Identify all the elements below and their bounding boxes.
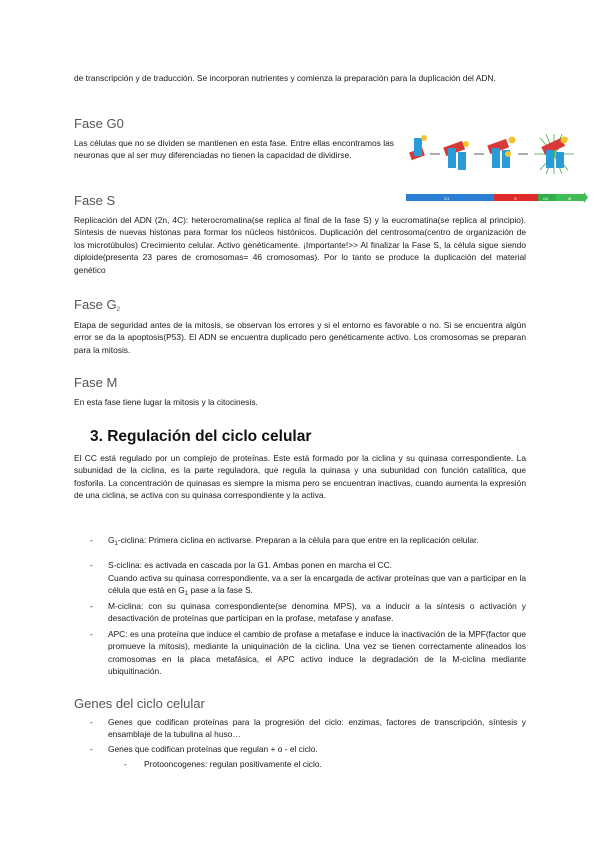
g0-heading: Fase G0 (74, 116, 124, 131)
list-item-m-ciclina: M-ciclina: con su quinasa correspondiente(se denomina MPS), va a inducir a la síntesis o activación y desactivación de proteínas que participan en la profase, metafase y anafase. (108, 601, 526, 624)
intro-paragraph: de transcripción y de traducción. Se incorporan nutrientes y comienza la preparación para la duplicación del ADN. (74, 73, 496, 83)
list-item-s-ciclina: S-ciclina: es activada en cascada por la G1. Ambas ponen en marcha el CC. (108, 560, 392, 570)
regulation-heading: 3. Regulación del ciclo celular (90, 428, 312, 445)
genes-item-1: Genes que codifican proteínas para la progresión del ciclo: enzimas, factores de transcripción, síntesis y ensamblaje de la tubulina al huso… (108, 717, 526, 740)
bullet-dash: - (90, 744, 93, 754)
bullet-dash: - (90, 717, 93, 727)
g0-paragraph: Las células que no se dividen se mantienen en esta fase. Entre ellas encontramos las neuronas que al ser muy diferenciadas no tienen la capacidad de dividirse. (74, 138, 394, 161)
bar-label-s: S (514, 196, 517, 201)
bullet-dash: - (90, 601, 93, 611)
bar-g1 (406, 194, 494, 201)
m-heading: Fase M (74, 375, 118, 390)
list-item-g1-ciclina: $G_1$-ciclina: Primera ciclina en activarse. Preparan a la célula para que entre en la replicación celular. (108, 535, 479, 547)
cell-cycle-figure (404, 124, 588, 204)
m-paragraph: En esta fase tiene lugar la mitosis y la citocinesis. (74, 397, 258, 407)
list-item-s-ciclina-continued: Cuando activa su quinasa correspondiente, va a ser la encargada de activar proteínas que van a participar en la célula que está en $G_1$ pase a la fase S. (108, 573, 526, 598)
list-item-apc: APC: es una proteína que induce el cambio de profase a metafase e induce la inactivación de la MPF(factor que promueve la mitosis), mediante la uniquinación de la ciclina. Una vez se tienen correctamente alineados los cromosomas en la placa metafásica, el APC activo induce la degradación de la M-ciclina mediante ubiquitinación. (108, 629, 526, 677)
regulation-paragraph: El CC está regulado por un complejo de proteínas. Este está formado por la ciclina y su quinasa correspondiente. La subunidad de la ciclina, es la parte reguladora, que regula la quinasa y una subunidad con función catalítica, que fosforila. La concentración de quinasas es siempre la misma pero se encuentran inactivas, cuando aumenta la expresión de una ciclina, se activa con su quinasa correspondiente y la activa. (74, 453, 526, 501)
bullet-dash-nested: - (124, 759, 127, 769)
cell-g2-illustration (487, 137, 515, 169)
bullet-dash: - (90, 560, 93, 570)
genes-heading: Genes del ciclo celular (74, 696, 205, 711)
bar-label-m: M (568, 196, 572, 201)
bullet-dash: - (90, 535, 93, 545)
cell-s-illustration (443, 141, 469, 170)
s-heading: Fase S (74, 193, 116, 208)
bar-label-g2: G2 (543, 196, 549, 201)
genes-subitem: Protooncogenes: regulan positivamente el ciclo. (144, 759, 322, 769)
bullet-dash: - (90, 629, 93, 639)
g2-paragraph: Etapa de seguridad antes de la mitosis, se observan los errores y si el entorno es favorable o no. Si se encuentra algún error se da la apoptosis(P53). El ADN se encuentra duplicado pero genéticamente activo. Los cromosomas se preparan para la mitosis. (74, 320, 526, 355)
cell-cycle-bar (406, 192, 588, 203)
g2-heading: Fase $G_2$ (74, 297, 120, 313)
genes-item-2: Genes que codifican proteínas que regulan + o - el ciclo. (108, 744, 318, 754)
bar-label-g1: G1 (444, 196, 450, 201)
s-paragraph: Replicación del ADN (2n, 4C): heterocromatina(se replica al final de la fase S) y la eucromatina(se replica al principio). Síntesis de nuevas histonas para formar los núcleos histónicos. Duplicación del centrosoma(centro de organización de los microtúbulos) Crecimiento celular. Activo genéticamente. ¡Importante!>> Al finalizar la Fase S, la célula sigue siendo diploide(presenta 23 pares de cromosomas= 46 cromosomas). Por lo tanto se produce la duplicación del material genético (74, 215, 526, 275)
cell-g1-illustration (409, 135, 427, 160)
